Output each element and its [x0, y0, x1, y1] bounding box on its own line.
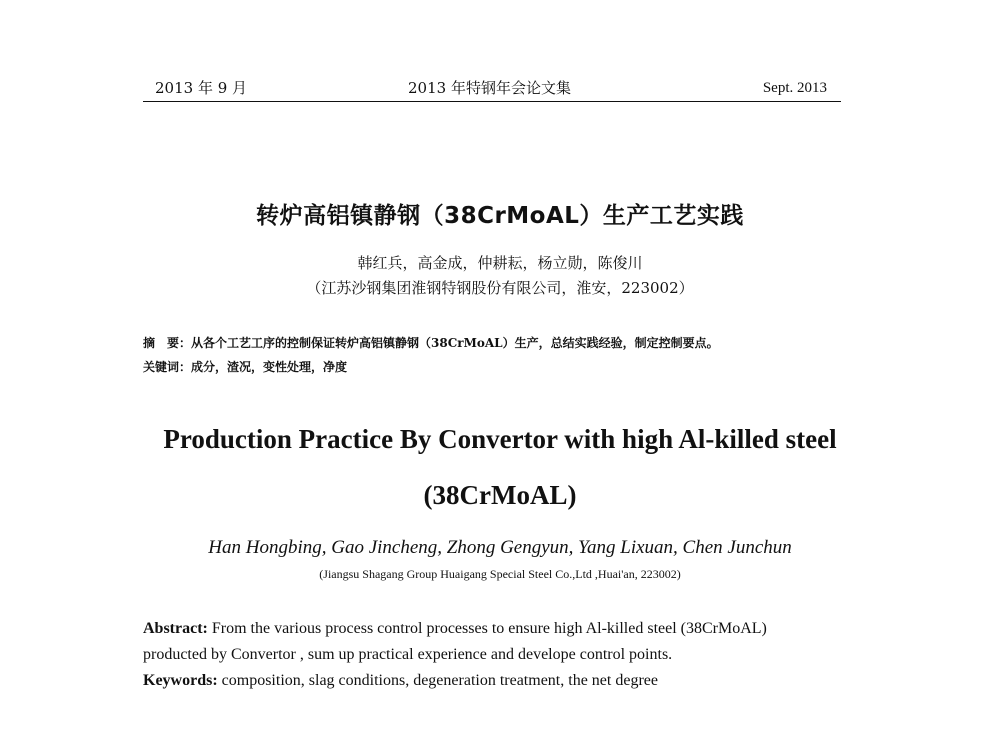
chinese-abstract-label: 摘 要： [143, 336, 192, 350]
english-abstract [143, 616, 863, 641]
chinese-authors: 韩红兵，高金成，仲耕耘，杨立勋，陈俊川 [357, 254, 643, 272]
english-keywords-text: composition, slag conditions, degeneration treatment, the net degree [217, 672, 658, 689]
chinese-title: 转炉高铝镇静钢（38CrMoAL）生产工艺实践 [256, 203, 744, 229]
english-abstract-text-line-2: producted by Convertor , sum up practical experience and develope control points. [143, 646, 673, 663]
chinese-keywords-label: 关键词： [143, 360, 192, 374]
chinese-abstract-text: 从各个工艺工序的控制保证转炉高铝镇静钢（38CrMoAL）生产，总结实践经验，制定控制要点。 [191, 336, 719, 350]
english-authors: Han Hongbing, Gao Jincheng, Zhong Gengyun, Yang Lixuan, Chen Junchun [208, 537, 792, 558]
header-rule [143, 101, 841, 102]
header-date-cn: 2013 年 9 月 [155, 79, 248, 97]
chinese-affiliation: （江苏沙钢集团淮钢特钢股份有限公司，淮安，223002） [306, 279, 694, 297]
english-keywords [143, 668, 863, 693]
english-abstract-text-line-1: From the various process control processes to ensure high Al-killed steel (38CrMoAL) [207, 620, 767, 637]
english-abstract-label: Abstract: [143, 620, 208, 637]
chinese-keywords [143, 358, 863, 376]
header-date-en: Sept. 2013 [762, 80, 827, 96]
chinese-keywords-text: 成分，渣况，变性处理，净度 [191, 360, 348, 374]
english-keywords-label: Keywords: [143, 672, 218, 689]
running-header [143, 77, 841, 103]
header-proceedings-title: 2013 年特钢年会论文集 [408, 79, 571, 97]
english-title-line-1: Production Practice By Convertor with high Al-killed steel [163, 424, 837, 454]
english-title-line-2: (38CrMoAL) [423, 480, 577, 510]
chinese-abstract [143, 334, 863, 352]
english-affiliation: (Jiangsu Shagang Group Huaigang Special Steel Co.,Ltd ,Huai'an, 223002) [319, 567, 681, 581]
